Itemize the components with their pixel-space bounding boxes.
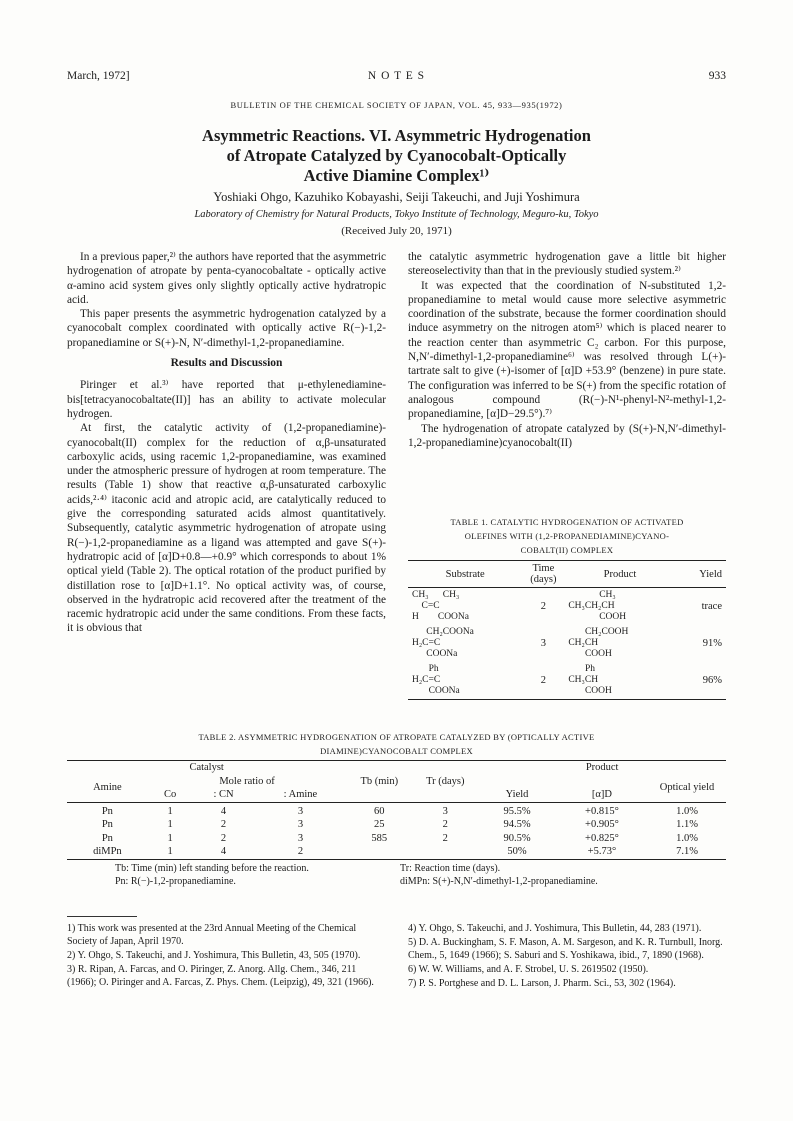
footnote: 3) R. Ripan, A. Farcas, and O. Piringer, Z. Anorg. Allg. Chem., 346, 211 (1966); O. Piringer and A. Farcas, Z. Phys. Chem. (Leipzig), 49, 321 (1966). [67, 964, 374, 988]
table-cell: 2 [297, 846, 304, 857]
title-line-2: of Atropate Catalyzed by Cyanocobalt-Optically [226, 146, 567, 165]
substrate-structure: Ph H₂C=C COONa [412, 664, 460, 696]
footnote-divider [67, 916, 137, 917]
column-header: Mole ratio of [219, 775, 275, 787]
section-heading: Results and Discussion [170, 357, 283, 370]
footnote: 7) P. S. Portghese and D. L. Larson, J. Pharm. Sci., 53, 302 (1964). [408, 978, 676, 989]
affiliation: Laboratory of Chemistry for Natural Products, Tokyo Institute of Technology, Meguro-ku, Tokyo [194, 209, 599, 220]
table-cell: 60 [374, 805, 385, 817]
column-header: Optical yield [659, 782, 715, 794]
table-cell [346, 845, 412, 859]
yield-cell: trace [701, 601, 722, 612]
time-cell: 2 [540, 675, 546, 686]
column-header: Yield [699, 568, 722, 580]
column-header: [α]D [591, 789, 612, 800]
footnote: 4) Y. Ohgo, S. Takeuchi, and J. Yoshimura, This Bulletin, 44, 283 (1971). [408, 923, 702, 934]
table-cell: 1 [167, 805, 173, 817]
table-2-caption [67, 730, 726, 758]
table-cell: Pn [101, 819, 113, 830]
author-list: Yoshiaki Ohgo, Kazuhiko Kobayashi, Seiji Takeuchi, and Juji Yoshimura [213, 190, 580, 204]
table-cell: 3 [297, 819, 304, 830]
footnote: 1) This work was presented at the 23rd Annual Meeting of the Chemical Society of Japan, April 1970. [67, 923, 357, 947]
table-cell: 1 [167, 832, 173, 844]
column-header: Tb (min) [360, 775, 399, 787]
table-row [408, 625, 726, 662]
product-structure: CH₂COOH CH₂CH COOH [568, 627, 629, 659]
paragraph: In a previous paper,²⁾ the authors have reported that the asymmetric hydrogenation of atropate by penta-cyanocobaltate - optically active α-amino acid system gives only slightly optically active hydratropic acid. [67, 251, 386, 306]
paragraph: The hydrogenation of atropate catalyzed by (S(+)-N,N′-dimethyl-1,2-propanediamine)cyanocobalt(II) [408, 422, 726, 449]
table-cell: 2 [220, 819, 227, 830]
table-cell: 4 [220, 805, 227, 817]
table-cell: 50% [507, 846, 527, 857]
group-header-product: Product [585, 762, 619, 773]
column-header: Yield [505, 789, 529, 800]
column-header: Time (days) [530, 563, 557, 585]
right-column [408, 250, 726, 450]
table-1-caption [408, 515, 726, 557]
table-row [67, 818, 726, 832]
column-header: Tr (days) [426, 775, 465, 787]
title-line-3: Active Diamine Complex¹⁾ [303, 166, 490, 185]
table-cell: diMPn [93, 846, 122, 857]
product-structure: CH₃ CH₃CH₂CH COOH [568, 590, 627, 622]
note-pn: Pn: R(−)-1,2-propanediamine. [115, 875, 236, 887]
note-tr: Tr: Reaction time (days). [400, 862, 501, 874]
paragraph: At first, the catalytic activity of (1,2-propanediamine)-cyanocobalt(II) complex for the reduction of α,β-unsaturated carboxylic acids, using racemic 1,2-propanediamine, was examined under the atmospheric pressure of hydrogen at room temperature. The results (Table 1) show that reactive α,β-unsaturated carboxylic acids,²·⁴⁾ itaconic acid and atropic acid, are catalytically reduced to give the corresponding saturated acids almost quantitatively. Subsequently, catalytic asymmetric hydrogenation of atropate using R(−)-1,2-propanediamine as a ligand was attempted and gave S(+)-hydratropic acid of [α]D+0.8—+0.9° which corresponds to about 1% optical yield (Table 2). The optical rotation of the product purified by distillation rose to [α]D+1.1°. No optical activity was, of course, observed in the hydratropic acid recovered after the treatment of the racemic hydratropic acid under the same conditions. From these facts, it is obvious that [67, 422, 386, 635]
table-2-notes [67, 862, 726, 888]
yield-cell: 96% [702, 675, 722, 686]
note-tb: Tb: Time (min) left standing before the reaction. [115, 862, 309, 874]
table-1-grid [408, 560, 726, 700]
table-cell: 1.1% [676, 819, 698, 830]
table-cell: 95.5% [503, 805, 531, 817]
paper-title [0, 126, 793, 186]
paragraph: It was expected that the coordination of N-substituted 1,2-propanediamine to metal would cause more selective asymmetric coordination of the substrate, because the former coordination should induce asymmetry on the nitrogen atom⁵⁾ which is placed nearer to the reaction center than asymmetric C₂ carbon. For this purpose, N,N′-dimethyl-1,2-propanediamine⁶⁾ was resolved through L(+)-tartrate salt to give (+)-isomer of [α]D +53.9° (benzene) in pure state. The configuration was inferred to be S(+) from the specific rotation of analogous compound (R(−)-N¹-phenyl-N²-methyl-1,2-propanediamine, [α]D−29.5°).⁷⁾ [408, 279, 726, 421]
column-header: Amine [93, 782, 122, 794]
footnotes-left [67, 922, 386, 990]
paragraph: the catalytic asymmetric hydrogenation gave a little bit higher stereoselectivity than that in the previously studied system.²⁾ [408, 251, 726, 278]
table-cell: 2 [442, 832, 448, 844]
table-cell: +0.905° [585, 819, 619, 830]
substrate-structure: CH₃ CH₃ C=C H COONa [412, 590, 469, 622]
footnote: 5) D. A. Buckingham, S. F. Mason, A. M. Sargeson, and K. R. Turnbull, Inorg. Chem., 5, 1649 (1966); S. Saburi and S. Yoshikawa, ibid., 7, 1890 (1968). [408, 937, 723, 961]
table-cell: 585 [371, 832, 388, 844]
table-cell: 1.0% [676, 805, 698, 817]
table-row [67, 832, 726, 846]
table-cell: 1.0% [676, 832, 698, 844]
title-line-1: Asymmetric Reactions. VI. Asymmetric Hydrogenation [202, 126, 591, 145]
table-row [408, 588, 726, 626]
table-2-grid [67, 760, 726, 860]
table-cell: 3 [297, 805, 304, 817]
table-cell [412, 845, 478, 859]
journal-reference: BULLETIN OF THE CHEMICAL SOCIETY OF JAPAN, VOL. 45, 933—935(1972) [230, 100, 563, 110]
caption-line: OLEFINES WITH (1,2-PROPANEDIAMINE)CYANO- [464, 531, 670, 541]
column-header: : CN [213, 789, 234, 800]
column-header: Substrate [445, 568, 485, 580]
caption-line: TABLE 1. CATALYTIC HYDROGENATION OF ACTIVATED [450, 517, 684, 527]
table-row [67, 845, 726, 859]
header-date: March, 1972] [67, 70, 130, 82]
table-cell: 1 [167, 846, 173, 857]
left-column [67, 250, 386, 636]
header-section: N O T E S [367, 70, 426, 82]
product-structure: Ph CH₃CH COOH [568, 664, 612, 696]
caption-line: DIAMINE)CYANOCOBALT COMPLEX [320, 746, 473, 756]
table-cell: Pn [101, 805, 113, 817]
column-header: Co [163, 789, 177, 800]
footnote: 2) Y. Ohgo, S. Takeuchi, and J. Yoshimura, This Bulletin, 43, 505 (1970). [67, 950, 361, 961]
table-row [67, 802, 726, 818]
table-cell: 1 [167, 819, 173, 830]
time-cell: 3 [540, 638, 546, 649]
footnote: 6) W. W. Williams, and A. F. Strobel, U. S. 2619502 (1950). [408, 964, 649, 975]
table-cell: 3 [442, 805, 448, 817]
table-cell: 4 [220, 846, 227, 857]
table-cell: 25 [374, 819, 385, 830]
table-cell: +0.825° [585, 832, 619, 844]
yield-cell: 91% [702, 638, 722, 649]
header-page-number: 933 [708, 70, 726, 82]
table-row [408, 662, 726, 700]
received-date: (Received July 20, 1971) [341, 225, 452, 237]
table-cell: 7.1% [676, 846, 698, 857]
table-cell: Pn [101, 832, 113, 844]
table-cell: 2 [442, 819, 448, 830]
table-cell: 3 [297, 832, 304, 844]
group-header-catalyst: Catalyst [189, 762, 224, 773]
caption-line: COBALT(II) COMPLEX [520, 545, 614, 555]
table-cell: 94.5% [503, 819, 531, 830]
table-cell: +0.815° [585, 805, 619, 817]
table-1 [408, 515, 726, 700]
column-header: Product [603, 568, 637, 580]
time-cell: 2 [540, 601, 546, 612]
footnotes-right [408, 922, 726, 991]
table-cell: 90.5% [503, 832, 531, 844]
table-cell: 2 [220, 832, 227, 844]
table-2 [67, 730, 726, 888]
substrate-structure: CH₂COONa H₂C=C COONa [412, 627, 474, 659]
paragraph: Piringer et al.³⁾ have reported that μ-ethylenediamine-bis[tetracyanocobaltate(II)] has an ability to activate molecular hydrogen. [67, 379, 386, 420]
table-cell: +5.73° [587, 846, 617, 857]
note-dimpn: diMPn: S(+)-N,N′-dimethyl-1,2-propanediamine. [400, 875, 598, 887]
paragraph: This paper presents the asymmetric hydrogenation catalyzed by a cyanocobalt complex coordinated with optically active R(−)-1,2-propanediamine or S(+)-N, N′-dimethyl-1,2-propanediamine. [67, 308, 386, 349]
column-header: : Amine [283, 789, 318, 800]
caption-line: TABLE 2. ASYMMETRIC HYDROGENATION OF ATROPATE CATALYZED BY (OPTICALLY ACTIVE [198, 732, 595, 742]
